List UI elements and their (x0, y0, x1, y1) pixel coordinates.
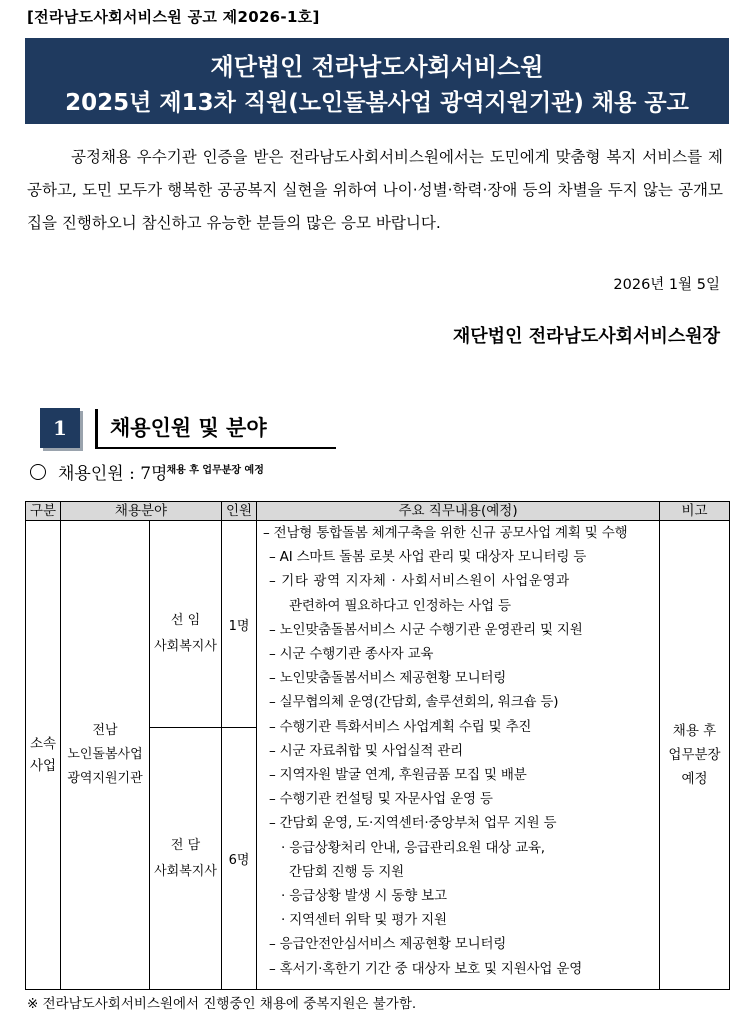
section-title-box (95, 409, 336, 449)
title-banner (25, 38, 729, 124)
header-division: 구분 (26, 502, 61, 521)
duty-item: – 기타 광역 지자체 · 사회서비스원이 사업운영과 (269, 573, 570, 590)
duty-subitem: · 응급상황처리 안내, 응급관리요원 대상 교육, (281, 839, 545, 856)
duty-item: – 혹서기·혹한기 기간 중 대상자 보호 및 지원사업 운영 (269, 960, 583, 977)
duty-item: 관련하여 필요하다고 인정하는 사업 등 (289, 597, 511, 614)
section-number-badge: 1 (40, 408, 80, 448)
section-title: 채용인원 및 분야 (110, 416, 267, 440)
duty-item: 간담회 진행 등 지원 (289, 863, 405, 880)
count-dedicated-cell: 6명 (222, 728, 257, 990)
duty-item: – 노인맞춤돌봄서비스 시군 수행기관 운영관리 및 지원 (269, 621, 583, 638)
field-cell: 전남 노인돌봄사업 광역지원기관 (61, 521, 150, 990)
title-line-1: 재단법인 전라남도사회서비스원 (210, 53, 544, 81)
header-remark: 비고 (660, 502, 730, 521)
recruitment-table (25, 501, 730, 990)
notice-date: 2026년 1월 5일 (613, 277, 720, 293)
table-row (26, 521, 730, 728)
intro-paragraph: 공정채용 우수기관 인증을 받은 전라남도사회서비스원에서는 도민에게 맞춤형 복지 서비스를 제공하고, 도민 모두가 행복한 공공복지 실현을 위하여 나이·성별·학력·장애 등의 차별을 두지 않는 공개모집을 진행하오니 참신하고 유능한 분들의 많은 응모 바랍니다. (27, 148, 723, 232)
duty-item: – 시군 수행기관 종사자 교육 (269, 646, 434, 663)
header-field: 채용분야 (61, 502, 222, 521)
notice-number: [전라남도사회서비스원 공고 제2026-1호] (27, 8, 320, 26)
duty-item: – 수행기관 컨설팅 및 자문사업 운영 등 (269, 791, 493, 808)
header-count: 인원 (222, 502, 257, 521)
duties-cell (257, 521, 660, 990)
division-cell: 소속 사업 (26, 521, 61, 990)
duty-subitem: · 지역센터 위탁 및 평가 지원 (281, 912, 447, 929)
footnote: ※ 전라남도사회서비스원에서 진행중인 채용에 중복지원은 불가함. (27, 996, 417, 1012)
remark-cell: 채용 후 업무분장 예정 (660, 521, 730, 990)
duty-item: – 지역자원 발굴 연계, 후원금품 모집 및 배분 (269, 767, 527, 784)
count-senior-cell: 1명 (222, 521, 257, 728)
duty-item: – 수행기관 특화서비스 사업계획 수립 및 추진 (269, 718, 532, 735)
duty-item: – 전남형 통합돌봄 체계구축을 위한 신규 공모사업 계획 및 수행 (263, 525, 628, 541)
duty-item: – 응급안전안심서비스 제공현황 모니터링 (269, 936, 507, 953)
header-duties: 주요 직무내용(예정) (257, 502, 660, 521)
position-dedicated-cell: 전 담 사회복지사 (150, 728, 222, 990)
recruit-count: 채용인원 : 7명 (58, 464, 168, 484)
table-header-row (26, 502, 730, 521)
issuer-name: 재단법인 전라남도사회서비스원장 (452, 326, 720, 347)
title-line-2: 2025년 제13차 직원(노인돌봄사업 광역지원기관) 채용 공고 (65, 90, 689, 116)
position-senior-cell: 선 임 사회복지사 (150, 521, 222, 728)
duty-item: – 노인맞춤돌봄서비스 제공현황 모니터링 (269, 670, 507, 687)
recruit-count-line (30, 459, 264, 484)
recruit-count-note: 채용 후 업무분장 예정 (166, 465, 264, 476)
duty-item: – AI 스마트 돌봄 로봇 사업 관리 및 대상자 모니터링 등 (269, 549, 587, 566)
bullet-circle-icon (30, 464, 46, 480)
duty-item: – 간담회 운영, 도·지역센터·중앙부처 업무 지원 등 (269, 815, 557, 832)
duty-item: – 실무협의체 운영(간담회, 솔루션회의, 워크숍 등) (269, 694, 559, 711)
duty-item: – 시군 자료취합 및 사업실적 관리 (269, 742, 463, 759)
duty-subitem: · 응급상황 발생 시 동향 보고 (281, 888, 447, 905)
